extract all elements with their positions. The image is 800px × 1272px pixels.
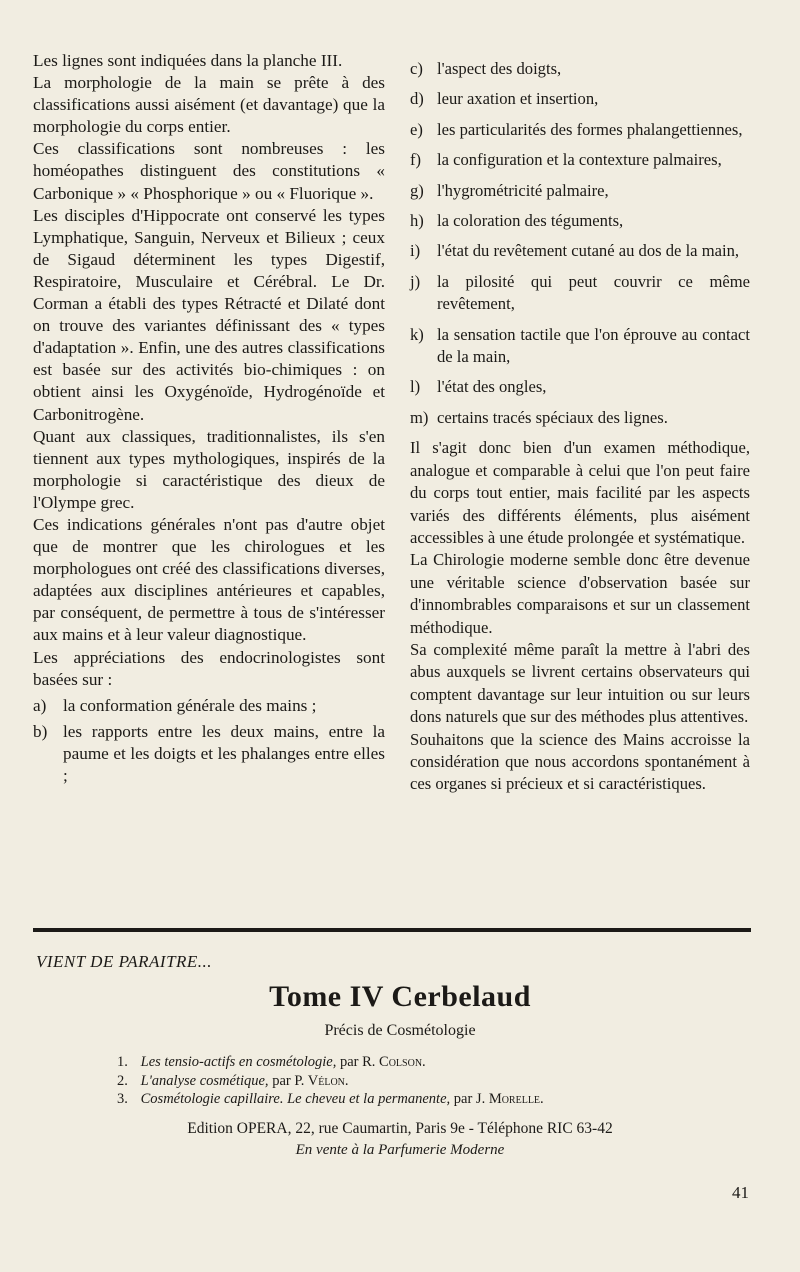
list-marker: g) xyxy=(410,180,424,200)
list-marker: c) xyxy=(410,59,423,78)
paragraph: La morphologie de la main se prête à des classifications aussi aisément (et davantage) que la morphologie du corps entier. xyxy=(33,73,385,137)
list-item xyxy=(410,149,750,171)
list-marker: f) xyxy=(410,150,422,170)
list-text: certains tracés spéciaux des lignes. xyxy=(437,407,668,427)
item-author: J. Morelle. xyxy=(475,1091,544,1107)
item-number: 2. xyxy=(117,1072,128,1089)
list-marker: i) xyxy=(410,241,421,261)
list-item xyxy=(410,407,750,429)
paragraph: Il s'agit donc bien d'un examen méthodique, analogue et comparable à celui que l'on peut faire du corps tout entier, mais facilité par les aspects variés des différents éléments, plus aisément accessibles à une étude prolongée et systématique. xyxy=(410,438,750,547)
item-work: Cosmétologie capillaire. Le cheveu et la permanente, xyxy=(140,1091,451,1107)
list-text: la pilosité qui peut couvrir ce même revêtement, xyxy=(437,271,750,314)
list-text: la configuration et la contexture palmaires, xyxy=(437,150,722,170)
list-item xyxy=(410,180,750,202)
page-number: 41 xyxy=(732,1183,749,1202)
paragraph: La Chirologie moderne semble donc être devenue une véritable science d'observation basée sur d'innombrables comparaisons et sur un classement méthodique. xyxy=(410,550,750,637)
item-work: Les tensio-actifs en cosmétologie, xyxy=(140,1054,337,1070)
item-author: P. Vélon. xyxy=(294,1072,349,1089)
paragraph: Ces indications générales n'ont pas d'autre objet que de montrer que les chirologues et les morphologues ont créé des classifications diverses, adaptées aux disciplines antérieures et capables, par conséquent, de permettre à tous de s'intéresser aux mains et à leur valeur diagnostique. xyxy=(33,514,385,645)
paragraph: Sa complexité même paraît la mettre à l'abri des abus auxquels se livrent certains observateurs qui comptent davantage sur leur intuition ou sur leurs dons naturels que sur des méthodes plus attentives. xyxy=(410,639,750,727)
paragraph: Les disciples d'Hippocrate ont conservé les types Lymphatique, Sanguin, Nerveux et Bilieux ; ceux de Sigaud déterminent les types Digestif, Respiratoire, Musculaire et Cérébral. Le Dr. Corman a établi des types Rétracté et Dilaté dont on trouve des variantes définissant des « types d'adaptation ». Enfin, une des autres classifications est basée sur des activités bio-chimiques : on obtient ainsi les Oxygénoïde, Hydrogénoïde et Carbonitrogène. xyxy=(33,205,385,424)
item-by: par xyxy=(453,1091,473,1107)
list-marker: l) xyxy=(410,377,421,397)
list-text: l'aspect des doigts, xyxy=(437,59,562,78)
book-subtitle: Précis de Cosmétologie xyxy=(324,1022,476,1039)
paragraph: Les lignes sont indiquées dans la planche III. xyxy=(33,51,343,70)
item-number: 3. xyxy=(117,1091,128,1107)
list-item xyxy=(410,324,750,369)
list-marker: e) xyxy=(410,119,423,139)
book-title: Tome IV Cerbelaud xyxy=(269,980,531,1013)
item-number: 1. xyxy=(117,1054,128,1070)
book-contents xyxy=(117,1053,717,1109)
right-column xyxy=(410,58,750,796)
list-text: leur axation et insertion, xyxy=(437,89,599,109)
item-by: par xyxy=(339,1054,359,1070)
list-item xyxy=(410,210,750,232)
list-item xyxy=(410,376,750,398)
announcement-label: VIENT DE PARAITRE... xyxy=(36,952,213,971)
list-item xyxy=(410,88,750,110)
list-marker: m) xyxy=(410,407,429,427)
list-text: la conformation générale des mains ; xyxy=(63,695,317,715)
list-text: la coloration des téguments, xyxy=(437,211,624,231)
list-marker: h) xyxy=(410,211,424,231)
section-divider xyxy=(33,928,751,932)
book-item xyxy=(117,1090,717,1109)
list-item xyxy=(410,240,750,262)
publisher-info: Edition OPERA, 22, rue Caumartin, Paris 9e - Téléphone RIC 63-42 xyxy=(187,1120,613,1137)
list-text: la sensation tactile que l'on éprouve au contact de la main, xyxy=(437,324,750,367)
paragraph: Souhaitons que la science des Mains accroisse la considération que nous accordons spontanément à ces organes si précieux et si caractéristiques. xyxy=(410,729,750,794)
item-author: R. Colson. xyxy=(362,1054,426,1070)
list-text: les rapports entre les deux mains, entre la paume et les doigts et les phalanges entre elles ; xyxy=(63,721,385,785)
list-text: l'hygrométricité palmaire, xyxy=(437,180,609,200)
sale-info: En vente à la Parfumerie Moderne xyxy=(295,1142,505,1158)
conclusion-text xyxy=(410,437,750,796)
list-item xyxy=(410,119,750,141)
book-item xyxy=(117,1053,717,1072)
list-item xyxy=(410,58,750,80)
item-by: par xyxy=(272,1072,291,1089)
paragraph: Ces classifications sont nombreuses : les homéopathes distinguent des constitutions « Carbonique » « Phosphorique » ou « Fluorique ». xyxy=(33,139,385,203)
list-item xyxy=(33,721,385,787)
list-item xyxy=(33,695,385,717)
list-marker: a) xyxy=(33,695,47,715)
list-text: l'état du revêtement cutané au dos de la main, xyxy=(437,241,740,261)
list-item xyxy=(410,271,750,316)
book-item xyxy=(117,1072,717,1091)
item-work: L'analyse cosmétique, xyxy=(140,1072,269,1089)
paragraph: Quant aux classiques, traditionnalistes, ils s'en tiennent aux types mythologiques, inspirés de la morphologie si caractéristique des dieux de l'Olympe grec. xyxy=(33,426,385,512)
list-marker: k) xyxy=(410,324,424,344)
list-marker: j) xyxy=(410,271,421,291)
list-marker: d) xyxy=(410,89,424,109)
left-column xyxy=(33,50,385,787)
list-marker: b) xyxy=(33,721,48,741)
list-text: les particularités des formes phalangettiennes, xyxy=(437,119,743,139)
paragraph: Les appréciations des endocrinologistes sont basées sur : xyxy=(33,647,385,689)
list-text: l'état des ongles, xyxy=(437,377,547,397)
